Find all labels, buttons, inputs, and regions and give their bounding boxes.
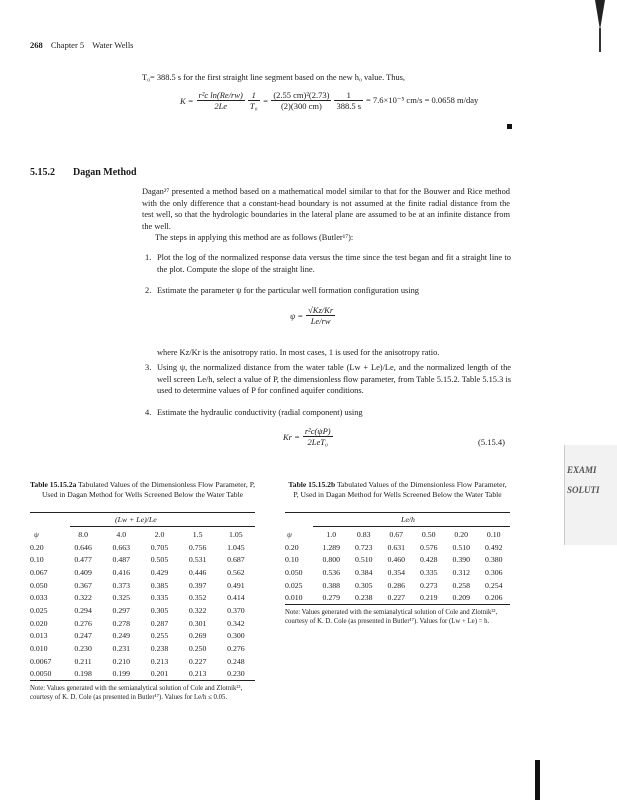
table-b-col-header: 0.50: [421, 529, 436, 539]
table-b-group-rule: [313, 526, 510, 527]
step-2: [145, 285, 511, 297]
page-corner-stem: [599, 28, 601, 52]
value-cell: 0.305: [354, 580, 373, 590]
value-cell: 0.800: [322, 555, 341, 565]
value-cell: 0.199: [112, 669, 131, 679]
value-cell: 0.227: [387, 593, 406, 603]
value-cell: 0.247: [74, 631, 92, 641]
value-cell: 0.390: [452, 555, 471, 565]
table-a-caption: [30, 480, 255, 500]
kr-eq-label: (5.15.4): [478, 437, 505, 447]
table-row: [30, 630, 255, 643]
step-2-text: Estimate the parameter ψ for the particular well formation configuration using: [157, 286, 419, 295]
table-row: [30, 604, 255, 617]
value-cell: 0.531: [188, 555, 207, 565]
kr-eq-num: r²c(ψP): [304, 426, 331, 436]
step-2-number: 2.: [145, 286, 152, 295]
value-cell: 0.206: [484, 593, 503, 603]
k-eq-frac1-num: r²c ln(Re/rw): [198, 90, 243, 100]
page-header: [30, 40, 134, 50]
k-eq-frac4: [334, 90, 363, 111]
value-cell: 0.705: [150, 542, 169, 552]
kr-eq-frac: [303, 426, 333, 447]
psi-cell: 0.020: [30, 618, 48, 628]
t0-note: T₀= 388.5 s for the first straight line segment based on the new h₀ value. Thus,: [142, 73, 406, 82]
value-cell: 0.409: [74, 567, 92, 577]
psi-cell: 0.10: [285, 555, 299, 565]
value-cell: 0.388: [322, 580, 341, 590]
psi-cell: 0.20: [285, 542, 299, 552]
value-cell: 0.446: [188, 567, 207, 577]
value-cell: 0.276: [227, 644, 245, 654]
psi-cell: 0.050: [30, 580, 48, 590]
section-number: 5.15.2: [30, 167, 55, 178]
value-cell: 0.384: [354, 567, 373, 577]
table-a-col-header: 4.0: [116, 529, 127, 539]
psi-cell: 0.033: [30, 593, 48, 603]
value-cell: 0.213: [150, 656, 169, 666]
table-b-psi-header: ψ: [287, 529, 292, 539]
step-4: [145, 407, 511, 419]
table-a-psi-header: ψ: [34, 529, 39, 539]
k-eq-lhs: K =: [180, 95, 194, 106]
value-cell: 0.397: [188, 580, 207, 590]
value-cell: 0.227: [188, 656, 207, 666]
value-cell: 0.322: [74, 593, 92, 603]
kr-eq-den: 2LeT₀: [307, 437, 328, 447]
table-a-group-header: (Lw + Le)/Le: [115, 515, 157, 524]
value-cell: 1.045: [227, 542, 245, 552]
value-cell: 0.255: [150, 631, 169, 641]
psi-eq-num: √Kz/Kr: [308, 305, 334, 315]
table-row: [285, 591, 510, 604]
table-row: [30, 617, 255, 630]
psi-cell: 0.013: [30, 631, 48, 641]
value-cell: 0.201: [150, 669, 169, 679]
value-cell: 0.300: [227, 631, 245, 641]
value-cell: 0.305: [150, 605, 169, 615]
value-cell: 0.385: [150, 580, 169, 590]
value-cell: 0.428: [419, 555, 438, 565]
sidebar-solution: SOLUTI: [567, 485, 600, 495]
value-cell: 0.294: [74, 605, 92, 615]
psi-cell: 0.0050: [30, 669, 52, 679]
value-cell: 0.287: [150, 618, 169, 628]
table-row: [285, 579, 510, 592]
table-b-col-header: 0.10: [486, 529, 501, 539]
table-a-caption-text: Tabulated Values of the Dimensionless Flow Parameter, P, Used in Dagan Method for Wells Screened Below the Water Table: [41, 480, 255, 499]
value-cell: 0.646: [74, 542, 92, 552]
table-row: [30, 668, 255, 681]
value-cell: 0.416: [112, 567, 131, 577]
value-cell: 0.238: [354, 593, 373, 603]
value-cell: 0.230: [227, 669, 245, 679]
table-b-body: [285, 541, 510, 604]
value-cell: 0.487: [112, 555, 131, 565]
value-cell: 0.238: [150, 644, 169, 654]
psi-cell: 0.010: [285, 593, 303, 603]
value-cell: 0.414: [227, 593, 245, 603]
table-row: [30, 579, 255, 592]
value-cell: 0.373: [112, 580, 131, 590]
section-heading: [30, 167, 137, 178]
step-1: [145, 252, 511, 275]
table-row: [30, 655, 255, 668]
table-b-caption-text: Tabulated Values of the Dimensionless Flow Parameter, P, Used in Dagan Method for Wells Screened Below the Water Table: [293, 480, 507, 499]
step-4-number: 4.: [145, 408, 152, 417]
table-b-caption-label: Table 15.15.2b: [288, 480, 336, 489]
table-b-note: Note: Values generated with the semianalytical solution of Cole and Zlotnik²³, courtesy of K. D. Cole (as presented in Butler¹⁷). Values for (Lw + Le) = h.: [285, 609, 498, 626]
next-page-edge: [564, 445, 617, 545]
value-cell: 0.562: [227, 567, 245, 577]
psi-cell: 0.010: [30, 644, 48, 654]
value-cell: 0.335: [419, 567, 438, 577]
page-corner-marker: [595, 0, 605, 30]
kr-equation: [283, 426, 333, 447]
table-a-grid: [30, 528, 255, 680]
k-eq-frac3: [271, 90, 331, 111]
table-a-col-header: 2.0: [154, 529, 165, 539]
step-3-text: Using ψ, the normalized distance from the water table (Lw + Le)/Le, and the normalized length of the well screen Le/h, select a value of P, the dimensionless flow parameter, from Table 5.15.2. Table 5.15.3 is used to determine values of P for confined aquifer conditions.: [157, 363, 511, 395]
value-cell: 0.276: [74, 618, 92, 628]
k-eq-frac2-den: T₀: [249, 101, 258, 111]
psi-where: where Kz/Kr is the anisotropy ratio. In most cases, 1 is used for the anisotropy ratio.: [157, 348, 440, 357]
value-cell: 0.230: [74, 644, 92, 654]
value-cell: 0.505: [150, 555, 169, 565]
value-cell: 0.306: [484, 567, 503, 577]
table-b: [285, 512, 510, 626]
table-row: [30, 553, 255, 566]
value-cell: 0.687: [227, 555, 245, 565]
table-row: [285, 553, 510, 566]
psi-eq-lhs: ψ =: [290, 310, 304, 321]
table-row: [30, 642, 255, 655]
value-cell: 0.756: [188, 542, 207, 552]
intro-paragraph: Dagan²⁷ presented a method based on a mathematical model similar to that for the Bouwer and Rice method with the only difference that a constant-head boundary is not assumed at the finite radial distance from the test well, so that the hydrologic boundaries in the lateral plane are assumed to be at an infinite distance from the well.: [142, 187, 510, 231]
value-cell: 0.354: [387, 567, 406, 577]
value-cell: 0.210: [112, 656, 131, 666]
value-cell: 0.429: [150, 567, 169, 577]
step-4-text: Estimate the hydraulic conductivity (radial component) using: [157, 408, 363, 417]
binding-edge-mark: [535, 760, 540, 800]
table-a-group-rule: [70, 526, 255, 527]
value-cell: 0.335: [150, 593, 169, 603]
table-a-note: Note: Values generated with the semianalytical solution of Cole and Zlotnik²³, courtesy of K. D. Cole (as presented in Butler¹⁷). Values for Le/h ≤ 0.05.: [30, 685, 243, 702]
table-b-group-header: Le/h: [401, 515, 415, 524]
step-3: [145, 362, 511, 397]
k-equation: K = $\frac{\text{r²c ln(Re/rw)}}{2Le}$ $\frac{1}{\text{T₀}}$ = $\frac{\text{(2.55 cm)²(2.73)}}{(2)(300 cm)}$ $\frac{1}{388.5 s}$ = 7.6×10⁻⁵ cm/s = 0.0658 m/day: [180, 90, 479, 111]
sidebar-example: EXAMI: [567, 465, 597, 475]
psi-cell: 0.025: [30, 605, 48, 615]
value-cell: 0.279: [322, 593, 341, 603]
value-cell: 1.289: [322, 542, 341, 552]
table-a-group-header-row: [30, 513, 255, 528]
value-cell: 0.248: [227, 656, 245, 666]
value-cell: 0.367: [74, 580, 92, 590]
value-cell: 0.370: [227, 605, 245, 615]
value-cell: 0.352: [188, 593, 207, 603]
k-eq-frac4-den: 388.5 s: [336, 101, 362, 111]
table-b-group-header-row: [285, 513, 510, 528]
value-cell: 0.269: [188, 631, 207, 641]
value-cell: 0.254: [484, 580, 503, 590]
k-eq-frac3-den: (2)(300 cm): [280, 101, 322, 111]
k-eq-frac2-num: 1: [248, 90, 260, 101]
value-cell: 0.723: [354, 542, 373, 552]
value-cell: 0.213: [188, 669, 207, 679]
table-a-col-header: 1.05: [229, 529, 243, 539]
value-cell: 0.663: [112, 542, 131, 552]
value-cell: 0.297: [112, 605, 131, 615]
table-a-col-header: 1.5: [192, 529, 203, 539]
psi-cell: 0.0067: [30, 656, 52, 666]
end-of-example-mark: [507, 124, 512, 129]
value-cell: 0.312: [452, 567, 471, 577]
psi-eq-den: Le/rw: [310, 316, 331, 326]
table-b-col-header: 0.67: [389, 529, 404, 539]
value-cell: 0.477: [74, 555, 92, 565]
value-cell: 0.278: [112, 618, 131, 628]
psi-equation: [290, 305, 335, 326]
chapter-label: Chapter 5: [50, 40, 85, 50]
value-cell: 0.492: [484, 542, 503, 552]
k-eq-frac1-den: 2Le: [214, 101, 228, 111]
psi-eq-frac: [306, 305, 335, 326]
table-b-col-header: 0.83: [356, 529, 371, 539]
value-cell: 0.273: [419, 580, 438, 590]
psi-cell: 0.050: [285, 567, 303, 577]
table-b-caption: [285, 480, 510, 500]
value-cell: 0.536: [322, 567, 341, 577]
table-b-header-row: [285, 528, 510, 541]
value-cell: 0.231: [112, 644, 131, 654]
value-cell: 0.576: [419, 542, 438, 552]
value-cell: 0.491: [227, 580, 245, 590]
value-cell: 0.510: [354, 555, 373, 565]
value-cell: 0.342: [227, 618, 245, 628]
table-row: [285, 566, 510, 579]
table-row: [30, 566, 255, 579]
table-b-bottom-rule: [285, 604, 510, 605]
table-b-grid: [285, 528, 510, 604]
k-eq-frac2: [248, 90, 260, 111]
table-b-col-header: 0.20: [454, 529, 469, 539]
table-a-header-row: [30, 528, 255, 541]
value-cell: 0.460: [387, 555, 406, 565]
table-b-col-header: 1.0: [326, 529, 337, 539]
k-eq-frac4-num: 1: [334, 90, 363, 101]
table-row: [285, 541, 510, 554]
value-cell: 0.211: [74, 656, 92, 666]
table-a-caption-label: Table 15.15.2a: [30, 480, 77, 489]
table-a: [30, 512, 255, 702]
value-cell: 0.322: [188, 605, 207, 615]
step-1-number: 1.: [145, 253, 152, 262]
value-cell: 0.380: [484, 555, 503, 565]
table-a-body: [30, 541, 255, 681]
k-eq-frac1: [197, 90, 245, 111]
step-1-text: Plot the log of the normalized response data versus the time since the test began and fit a straight line to the plot. Compute the slope of the straight line.: [157, 253, 511, 274]
table-row: [30, 591, 255, 604]
value-cell: 0.249: [112, 631, 131, 641]
value-cell: 0.301: [188, 618, 207, 628]
value-cell: 0.286: [387, 580, 406, 590]
step-3-number: 3.: [145, 363, 152, 372]
table-a-col-header: 8.0: [78, 529, 88, 539]
psi-cell: 0.067: [30, 567, 48, 577]
psi-cell: 0.025: [285, 580, 303, 590]
steps-intro: The steps in applying this method are as follows (Butler¹⁷):: [155, 233, 354, 242]
table-row: [30, 541, 255, 554]
page-number: 268: [30, 40, 43, 50]
psi-cell: 0.20: [30, 542, 44, 552]
k-eq-result: = 7.6×10⁻⁵ cm/s = 0.0658 m/day: [366, 95, 479, 105]
value-cell: 0.250: [188, 644, 207, 654]
section-title: Dagan Method: [73, 167, 137, 178]
kr-eq-lhs: Kr =: [283, 431, 300, 442]
value-cell: 0.209: [452, 593, 471, 603]
value-cell: 0.258: [452, 580, 471, 590]
value-cell: 0.198: [74, 669, 92, 679]
table-a-bottom-rule: [30, 680, 255, 681]
k-eq-frac3-num: (2.55 cm)²(2.73): [273, 90, 330, 100]
psi-cell: 0.10: [30, 555, 44, 565]
value-cell: 0.631: [387, 542, 406, 552]
value-cell: 0.219: [419, 593, 438, 603]
chapter-title: Water Wells: [92, 40, 134, 50]
value-cell: 0.510: [452, 542, 471, 552]
value-cell: 0.325: [112, 593, 131, 603]
